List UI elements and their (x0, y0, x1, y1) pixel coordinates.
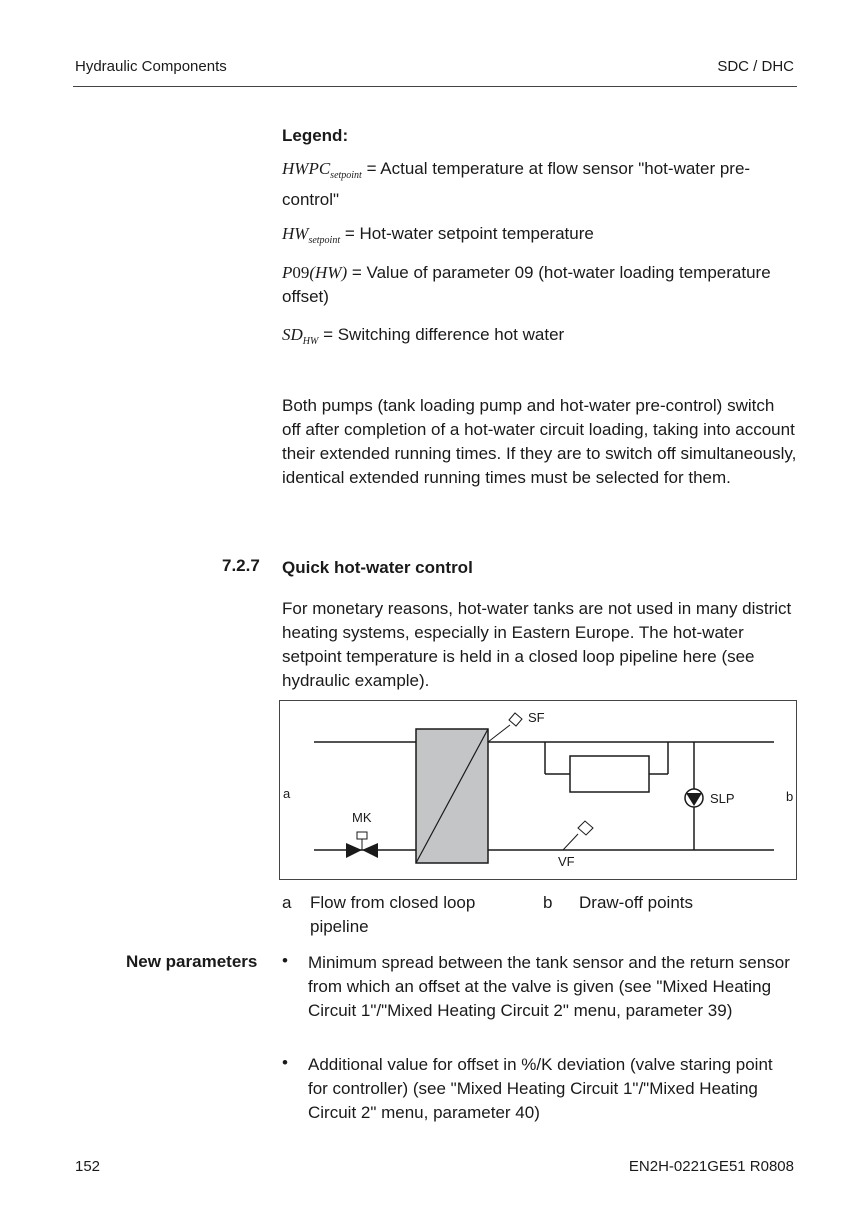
legend-symbol: $SD_{HW}$ (282, 325, 319, 347)
legend-symbol: $HW_{setpoint}$ (282, 224, 341, 246)
legend-text: = Hot-water setpoint temperature (340, 224, 594, 243)
heat-exchanger (416, 729, 488, 863)
label-a: a (283, 786, 291, 801)
legend-title: Legend: (282, 126, 349, 145)
legend-symbol: P09(HW) (282, 263, 348, 282)
header-product: SDC / DHC (717, 58, 794, 75)
label-mk: MK (352, 810, 372, 825)
caption-text-b: Draw-off points (579, 893, 694, 912)
bullet-icon: • (282, 951, 288, 970)
mixing-valve-mk-icon (346, 832, 378, 858)
document-id: EN2H-0221GE51 R0808 (628, 1158, 794, 1175)
legend-text: = Value of parameter 09 (hot-water loading temperature offset) (282, 263, 771, 306)
caption-key-b: b (543, 893, 553, 912)
header-rule (73, 86, 797, 87)
legend-text: = Switching difference hot water (318, 325, 565, 344)
caption-key-a: a (282, 893, 292, 912)
hydraulic-diagram (279, 700, 797, 880)
pump-slp-icon (685, 789, 703, 807)
sensor-sf-icon (488, 713, 522, 742)
legend-text: = Actual temperature at flow sensor "hot-water pre-control" (282, 159, 751, 209)
list-item: Minimum spread between the tank sensor and the return sensor from which an offset at the valve is given (see "Mixed Heating Circuit 1"/"Mixed Heating Circuit 2" menu, parameter 39) (308, 953, 790, 1020)
section-number: 7.2.7 (222, 556, 260, 575)
caption-text-a: Flow from closed loop pipeline (310, 893, 476, 936)
label-slp: SLP (710, 791, 735, 806)
legend-item-p09 (282, 261, 797, 309)
legend-item-hw (282, 222, 797, 253)
page-number: 152 (75, 1158, 101, 1175)
pumps-paragraph: Both pumps (tank loading pump and hot-water pre-control) switch off after completion of a hot-water circuit loading, taking into account their extended running times. If they are to switch off simultaneously, identical extended running times must be selected for them. (282, 396, 797, 487)
section-title: Quick hot-water control (282, 558, 473, 577)
legend-item-hwpc (282, 157, 797, 212)
label-sf: SF (528, 710, 545, 725)
bullet-icon: • (282, 1053, 288, 1072)
legend-item-sd (282, 323, 797, 354)
legend-symbol: $HWPC_{setpoint}$ (282, 159, 362, 181)
list-item: Additional value for offset in %/K deviation (valve staring point for controller) (see "Mixed Heating Circuit 1"/"Mixed Heating Circuit 2" menu, parameter 40) (308, 1055, 773, 1122)
label-b: b (786, 789, 794, 804)
sensor-vf-icon (563, 821, 593, 850)
new-parameters-label: New parameters (126, 952, 258, 971)
draw-off-loop (545, 742, 668, 792)
label-vf: VF (558, 854, 575, 869)
header-title: Hydraulic Components (75, 58, 227, 75)
section-body: For monetary reasons, hot-water tanks are not used in many district heating systems, especially in Eastern Europe. The hot-water setpoint temperature is held in a closed loop pipeline here (see hydraulic example). (282, 599, 792, 690)
